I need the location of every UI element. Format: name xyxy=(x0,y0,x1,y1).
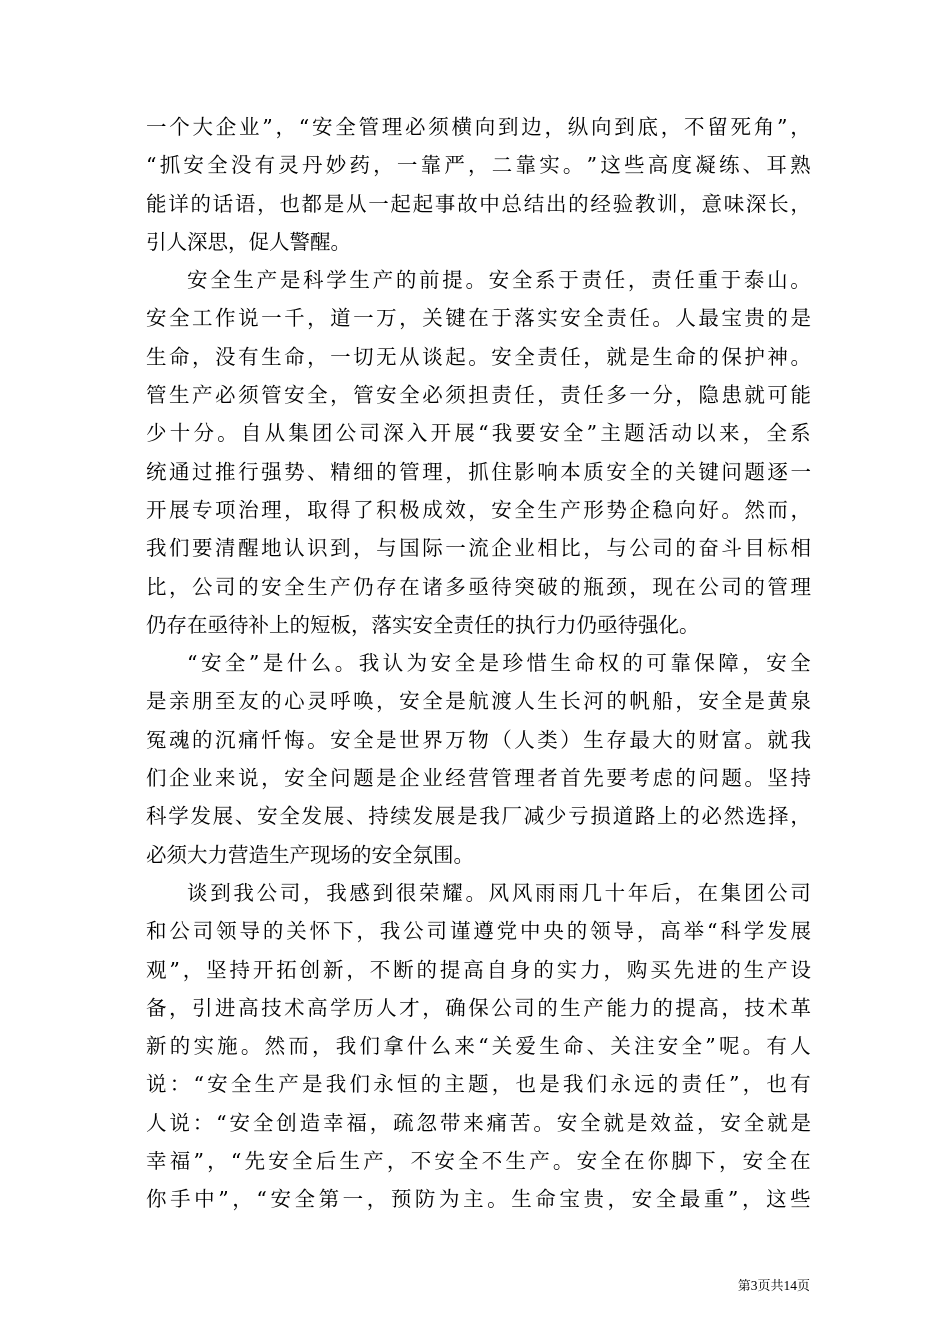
text-line: 开 展 专 项 治 理 ， 取 得 了 积 极 成 效 ， 安 全 生 产 形 势 企 稳 向 好 。 然 而 ， xyxy=(146,497,811,522)
page-footer xyxy=(660,1275,810,1294)
footer-current-page: 3 xyxy=(750,1278,758,1293)
text-line: 们 企 业 来 说 ， 安 全 问 题 是 企 业 经 营 管 理 者 首 先 要 考 虑 的 问 题 。 坚 持 xyxy=(146,766,811,791)
text-line: 安 全 工 作 说 一 千 ， 道 一 万 ， 关 键 在 于 落 实 安 全 责 任 。 人 最 宝 贵 的 是 xyxy=(146,306,811,331)
text-line: 必须大力营造生产现场的安全氛围。 xyxy=(146,842,474,867)
text-line: 一 个 大 企 业 ” ， “ 安 全 管 理 必 须 横 向 到 边 ， 纵 向 到 底 ， 不 留 死 角 ” ， xyxy=(146,115,811,139)
document-body xyxy=(146,108,811,1219)
footer-middle: 页共 xyxy=(757,1279,784,1294)
text-line: 统 通 过 推 行 强 势 、 精 细 的 管 理 ， 抓 住 影 响 本 质 安 全 的 关 键 问 题 逐 一 xyxy=(146,459,811,484)
text-line: 冤 魂 的 沉 痛 忏 悔 。 安 全 是 世 界 万 物 （ 人 类 ） 生 存 最 大 的 财 富 。 就 我 xyxy=(146,727,811,752)
text-line: 生 命 ， 没 有 生 命 ， 一 切 无 从 谈 起 。 安 全 责 任 ， 就 是 生 命 的 保 护 神 。 xyxy=(146,344,811,369)
text-line: 新 的 实 施 。 然 而 ， 我 们 拿 什 么 来 “ 关 爱 生 命 、 关 注 安 全 ” 呢 。 有 人 xyxy=(146,1034,811,1059)
text-line: 安 全 生 产 是 科 学 生 产 的 前 提 。 安 全 系 于 责 任 ， 责 任 重 于 泰 山 。 xyxy=(187,268,811,293)
text-line: “ 抓 安 全 没 有 灵 丹 妙 药 ， 一 靠 严 ， 二 靠 实 。 ” 这 些 高 度 凝 练 、 耳 熟 xyxy=(146,153,811,178)
text-line: 是 亲 朋 至 友 的 心 灵 呼 唤 ， 安 全 是 航 渡 人 生 长 河 的 帆 船 ， 安 全 是 黄 泉 xyxy=(146,689,811,714)
footer-prefix: 第 xyxy=(737,1279,751,1294)
text-line: 能 详 的 话 语 ， 也 都 是 从 一 起 起 事 故 中 总 结 出 的 经 验 教 训 ， 意 味 深 长 ， xyxy=(146,191,811,216)
text-line: 人 说 ： “ 安 全 创 造 幸 福 ， 疏 忽 带 来 痛 苦 。 安 全 就 是 效 益 ， 安 全 就 是 xyxy=(146,1110,811,1135)
text-line: 你 手 中 ” ， “ 安 全 第 一 ， 预 防 为 主 。 生 命 宝 贵 ， 安 全 最 重 ” ， 这 些 xyxy=(146,1187,811,1212)
text-line: 谈 到 我 公 司 ， 我 感 到 很 荣 耀 。 风 风 雨 雨 几 十 年 后 ， 在 集 团 公 司 xyxy=(187,880,811,905)
text-line: 备 ， 引 进 高 技 术 高 学 历 人 才 ， 确 保 公 司 的 生 产 能 力 的 提 高 ， 技 术 革 xyxy=(146,995,811,1020)
footer-total-pages: 14 xyxy=(783,1278,797,1293)
text-line: 科 学 发 展 、 安 全 发 展 、 持 续 发 展 是 我 厂 减 少 亏 损 道 路 上 的 必 然 选 择 ， xyxy=(146,804,811,829)
footer-suffix: 页 xyxy=(796,1279,810,1294)
text-line: 观 ” ， 坚 持 开 拓 创 新 ， 不 断 的 提 高 自 身 的 实 力 ， 购 买 先 进 的 生 产 设 xyxy=(146,957,811,982)
text-line: 说 ： “ 安 全 生 产 是 我 们 永 恒 的 主 题 ， 也 是 我 们 永 远 的 责 任 ” ， 也 有 xyxy=(146,1072,811,1097)
text-line: 我 们 要 清 醒 地 认 识 到 ， 与 国 际 一 流 企 业 相 比 ， 与 公 司 的 奋 斗 目 标 相 xyxy=(146,536,811,561)
text-line: 少 十 分 。 自 从 集 团 公 司 深 入 开 展 “ 我 要 安 全 ” 主 题 活 动 以 来 ， 全 系 xyxy=(146,421,811,446)
text-line: 管 生 产 必 须 管 安 全 ， 管 安 全 必 须 担 责 任 ， 责 任 多 一 分 ， 隐 患 就 可 能 xyxy=(146,383,811,408)
text-line: 仍存在亟待补上的短板，落实安全责任的执行力仍亟待强化。 xyxy=(146,612,700,637)
text-line: 幸 福 ” ， “ 先 安 全 后 生 产 ， 不 安 全 不 生 产 。 安 全 在 你 脚 下 ， 安 全 在 xyxy=(146,1149,811,1174)
text-line: 和 公 司 领 导 的 关 怀 下 ， 我 公 司 谨 遵 党 中 央 的 领 导 ， 高 举 “ 科 学 发 展 xyxy=(146,919,811,944)
text-line: 引人深思，促人警醒。 xyxy=(146,229,351,254)
text-line: 比 ， 公 司 的 安 全 生 产 仍 存 在 诸 多 亟 待 突 破 的 瓶 颈 ， 现 在 公 司 的 管 理 xyxy=(146,574,811,599)
text-line: “ 安 全 ” 是 什 么 。 我 认 为 安 全 是 珍 惜 生 命 权 的 可 靠 保 障 ， 安 全 xyxy=(187,651,811,676)
